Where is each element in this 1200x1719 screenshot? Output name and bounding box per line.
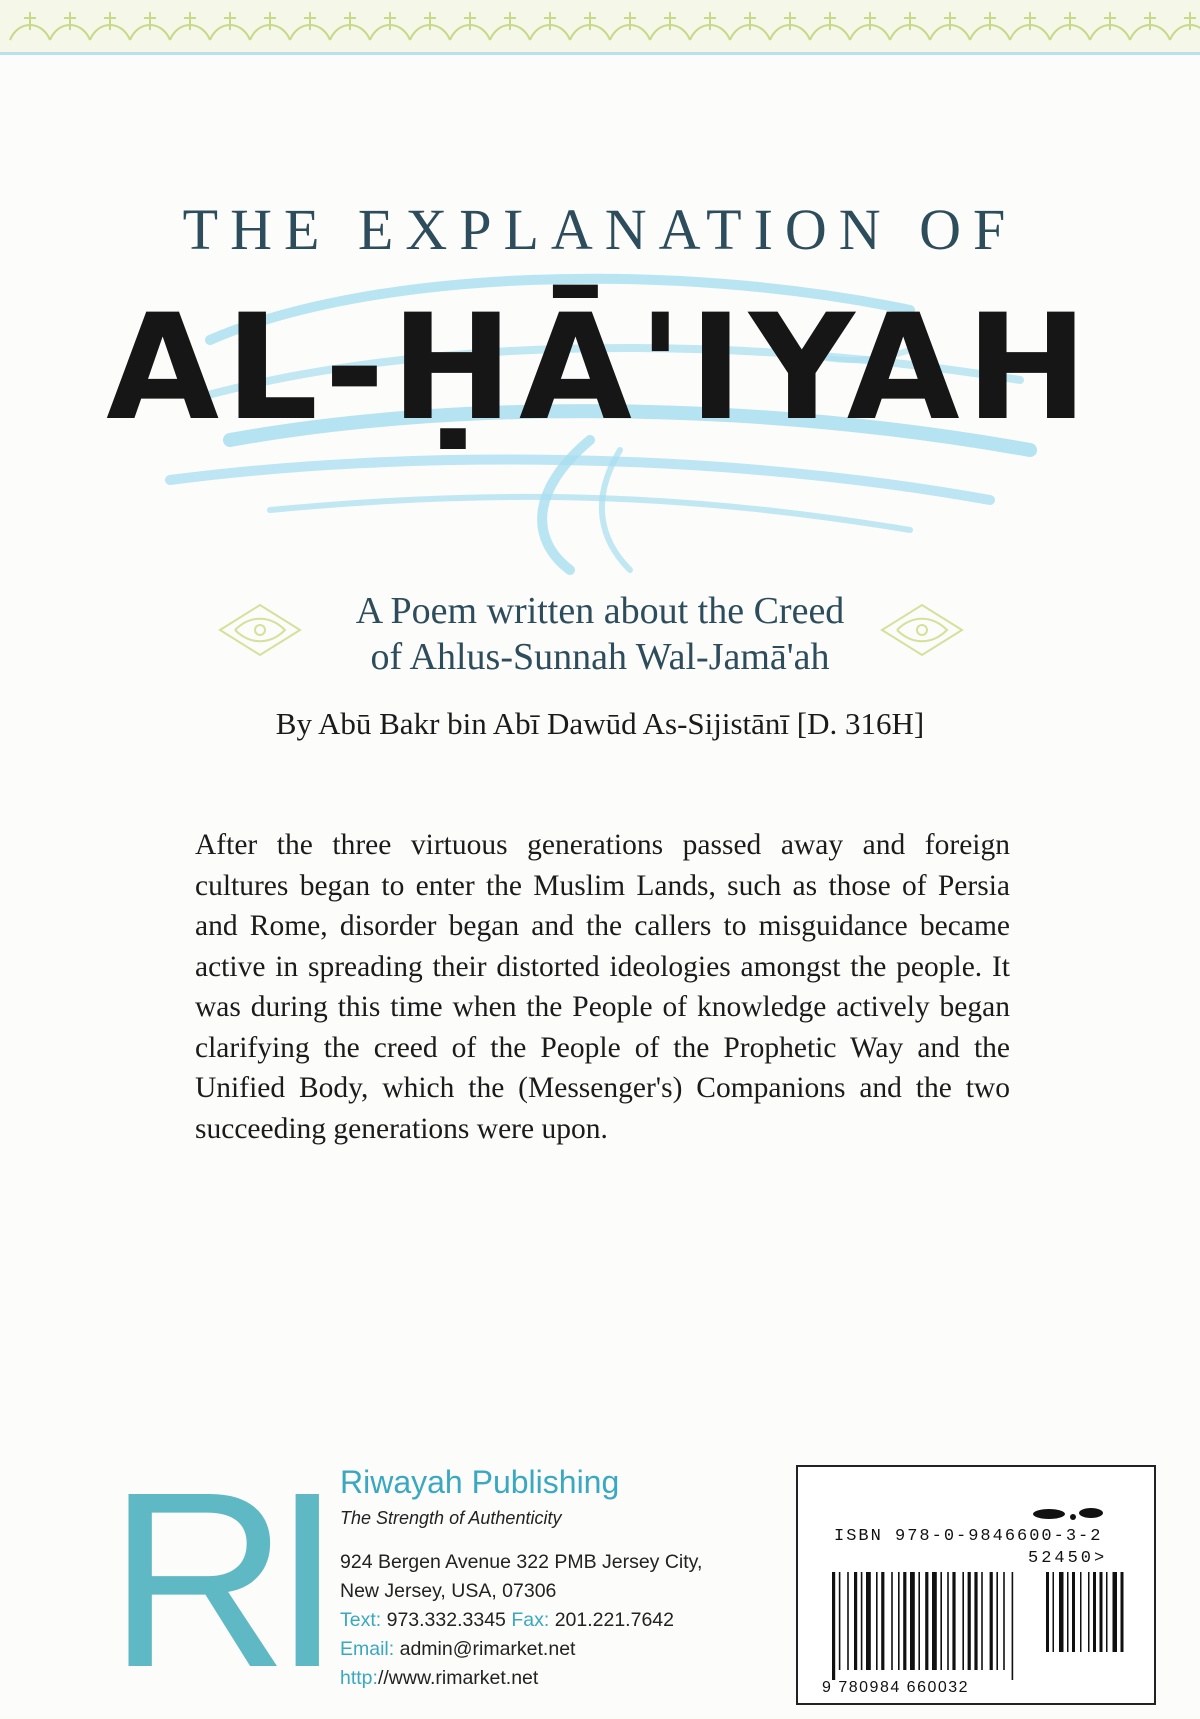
addon-bar [1080, 1572, 1082, 1652]
barcode-bar [861, 1572, 863, 1670]
barcode-bar [1003, 1572, 1005, 1670]
text-number: 973.332.3345 [386, 1609, 506, 1631]
email-address: admin@rimarket.net [399, 1638, 576, 1660]
barcode-bar [910, 1572, 915, 1670]
barcode-bar [918, 1572, 920, 1670]
barcode-bar [962, 1572, 964, 1670]
barcode-bar [898, 1572, 900, 1670]
address-line-2: New Jersey, USA, 07306 [340, 1580, 557, 1602]
ean-digits: 9 780984 660032 [822, 1679, 970, 1696]
blurb-paragraph: After the three virtuous generations passed away and foreign cultures began to enter the Muslim Lands, such as those of Persia and Rome, disorder began and the callers to misguidance became active in spreading their distorted ideologies amongst the people. It was during this time when the People of knowledge actively began clarifying the creed of the People of the Prophetic Way and the Unified Body, which the (Messenger's) Companions and the two succeeding generations were upon. [195, 829, 1010, 1145]
barcode-bar [925, 1572, 928, 1670]
subtitle-line-2: of Ahlus-Sunnah Wal-Jamā'ah [370, 636, 830, 678]
addon-bar [1100, 1572, 1103, 1652]
website-line [340, 1664, 740, 1693]
barcode-bar [876, 1572, 878, 1670]
isbn-number: ISBN 978-0-9846600-3-2 [834, 1527, 1103, 1546]
main-title: AL-ḤĀ'IYAH [106, 283, 1094, 453]
addon-bar [1088, 1572, 1090, 1652]
barcode-bar [947, 1572, 949, 1670]
publisher-name: Riwayah Publishing [340, 1464, 620, 1500]
subtitle-line-1: A Poem written about the Creed [355, 590, 845, 632]
barcode-bar [881, 1572, 884, 1670]
barcode-bar [974, 1572, 977, 1670]
barcode-bar [968, 1572, 971, 1670]
barcode-bar [839, 1572, 841, 1670]
barcode-bar [866, 1572, 871, 1670]
title-prefix: THE EXPLANATION OF [182, 197, 1018, 262]
addon-bar [1072, 1572, 1075, 1652]
publisher-contact [340, 1548, 740, 1693]
addon-bar [1113, 1572, 1118, 1652]
barcode-bar [996, 1572, 998, 1670]
border-divider-line [0, 52, 1200, 55]
barcode-bar [990, 1572, 993, 1670]
fax-number: 201.221.7642 [554, 1609, 674, 1631]
barcode-bar [847, 1572, 849, 1670]
price-code: 52450> [1028, 1549, 1108, 1568]
barcode-panel [796, 1465, 1156, 1705]
barcode-bar [1012, 1572, 1014, 1680]
publisher-logo: RI [108, 1440, 326, 1719]
web-label: http: [340, 1667, 378, 1689]
addon-bar [1106, 1572, 1108, 1652]
addon-bar [1067, 1572, 1069, 1652]
fax-label: Fax: [511, 1609, 550, 1631]
barcode-bar [940, 1572, 942, 1670]
addon-bar [1093, 1572, 1096, 1652]
barcode-bar [981, 1572, 983, 1670]
barcode-bar [903, 1572, 906, 1670]
website-url: //www.rimarket.net [377, 1667, 539, 1689]
barcode-bar [854, 1572, 857, 1670]
barcode-bar [932, 1572, 937, 1670]
barcode-bar [832, 1572, 835, 1680]
email-line [340, 1635, 740, 1664]
email-label: Email: [340, 1638, 395, 1660]
address-line-1: 924 Bergen Avenue 322 PMB Jersey City, [340, 1551, 703, 1573]
barcode-bars [828, 1572, 1138, 1682]
addon-bar [1121, 1572, 1124, 1652]
addon-bar [1053, 1572, 1055, 1652]
text-label: Text: [340, 1609, 382, 1631]
ink-blot [1031, 1507, 1105, 1521]
barcode-bar [952, 1572, 955, 1670]
decorative-top-border [0, 0, 1200, 52]
subtitle [260, 588, 940, 680]
publisher-tagline: The Strength of Authenticity [340, 1508, 562, 1528]
author-byline: By Abū Bakr bin Abī Dawūd As-Sijistānī [D. 316H] [275, 706, 925, 741]
addon-bar [1046, 1572, 1049, 1652]
phone-line [340, 1606, 740, 1635]
addon-bar [1059, 1572, 1064, 1652]
barcode-bar [891, 1572, 893, 1670]
